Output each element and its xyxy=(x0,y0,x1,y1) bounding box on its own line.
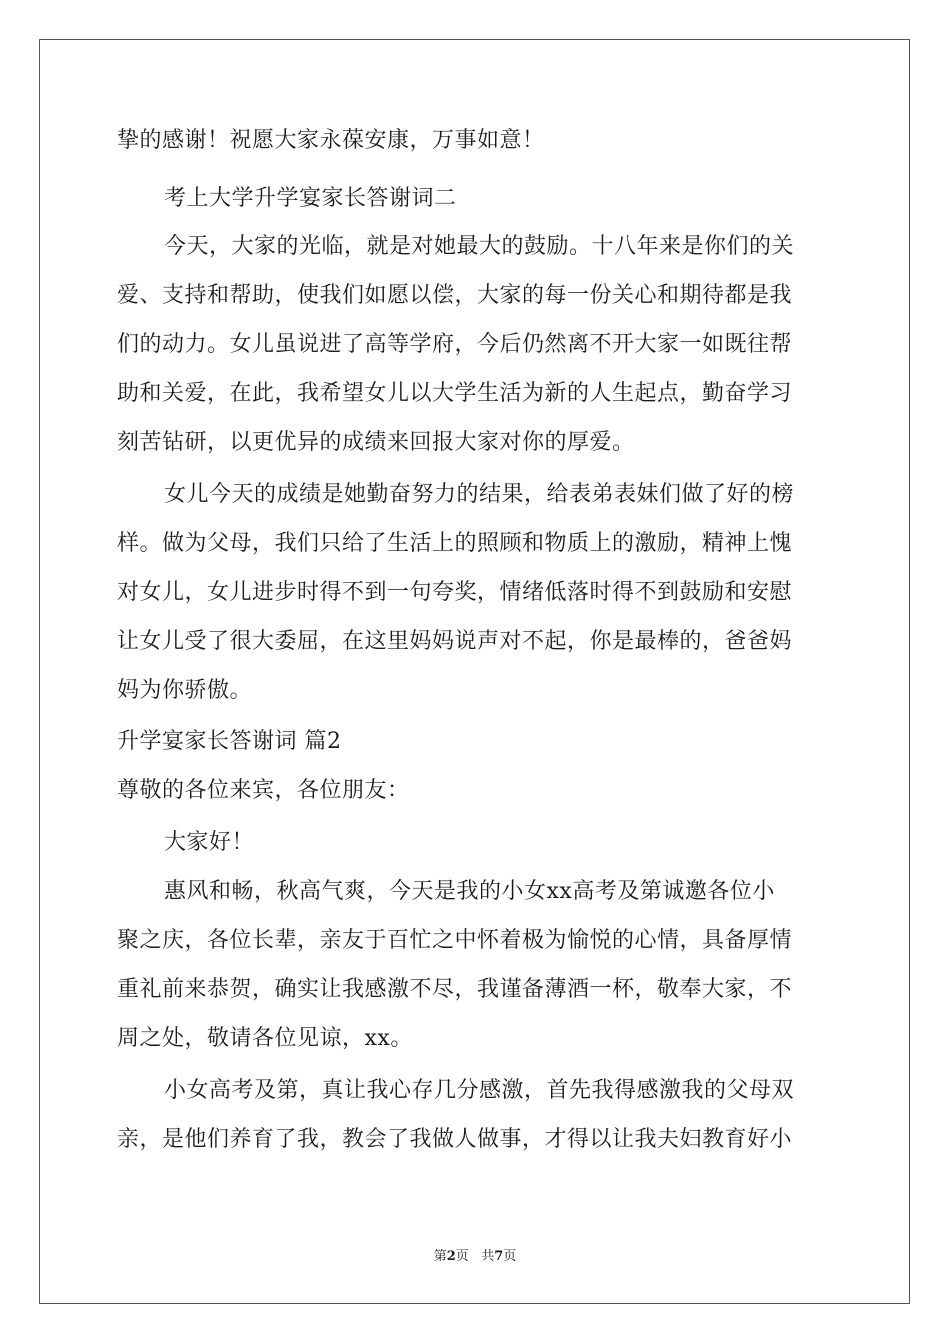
text-line: 重礼前来恭贺，确实让我感激不尽，我谨备薄酒一杯，敬奉大家，不 xyxy=(117,977,793,1002)
greeting: 大家好！ xyxy=(164,830,255,855)
text-line: 妈为你骄傲。 xyxy=(117,678,253,703)
text-line: 挚的感谢！祝愿大家永葆安康，万事如意！ xyxy=(117,128,545,153)
text-line: 爱、支持和帮助，使我们如愿以偿，大家的每一份关心和期待都是我 xyxy=(117,283,793,308)
text-line: 亲，是他们养育了我，教会了我做人做事，才得以让我夫妇教育好小 xyxy=(117,1127,793,1152)
total-prefix: 共 xyxy=(481,1249,495,1264)
total-pages: 7 xyxy=(494,1249,504,1264)
text-line: 女儿今天的成绩是她勤奋努力的结果，给表弟表妹们做了好的榜 xyxy=(164,482,795,507)
text-line: 对女儿，女儿进步时得不到一句夸奖，情绪低落时得不到鼓励和安慰 xyxy=(117,580,793,605)
text-line: 聚之庆，各位长辈，亲友于百忙之中怀着极为愉悦的心情，具备厚情 xyxy=(117,928,793,953)
page-number: 2 xyxy=(446,1249,456,1264)
page-prefix: 第 xyxy=(433,1249,447,1264)
total-suffix: 页 xyxy=(503,1249,517,1264)
section-heading: 考上大学升学宴家长答谢词二 xyxy=(164,186,457,211)
text-line: 样。做为父母，我们只给了生活上的照顾和物质上的激励，精神上愧 xyxy=(117,531,793,556)
text-line: 惠风和畅，秋高气爽，今天是我的小女xx高考及第诚邀各位小 xyxy=(164,879,775,904)
text-line: 小女高考及第，真让我心存几分感激，首先我得感激我的父母双 xyxy=(164,1078,795,1103)
text-line: 助和关爱，在此，我希望女儿以大学生活为新的人生起点，勤奋学习 xyxy=(117,381,793,406)
text-line: 让女儿受了很大委屈，在这里妈妈说声对不起，你是最棒的，爸爸妈 xyxy=(117,629,793,654)
page-footer xyxy=(0,1248,950,1266)
text-line: 刻苦钻研，以更优异的成绩来回报大家对你的厚爱。 xyxy=(117,430,635,455)
text-line: 周之处，敬请各位见谅，xx。 xyxy=(117,1026,413,1051)
page-border xyxy=(39,39,910,1304)
section-heading: 升学宴家长答谢词 篇2 xyxy=(117,729,342,754)
page-suffix: 页 xyxy=(455,1249,469,1264)
text-line: 今天，大家的光临，就是对她最大的鼓励。十八年来是你们的关 xyxy=(164,234,795,259)
salutation: 尊敬的各位来宾，各位朋友： xyxy=(117,778,410,803)
text-line: 们的动力。女儿虽说进了高等学府，今后仍然离不开大家一如既往帮 xyxy=(117,332,793,357)
